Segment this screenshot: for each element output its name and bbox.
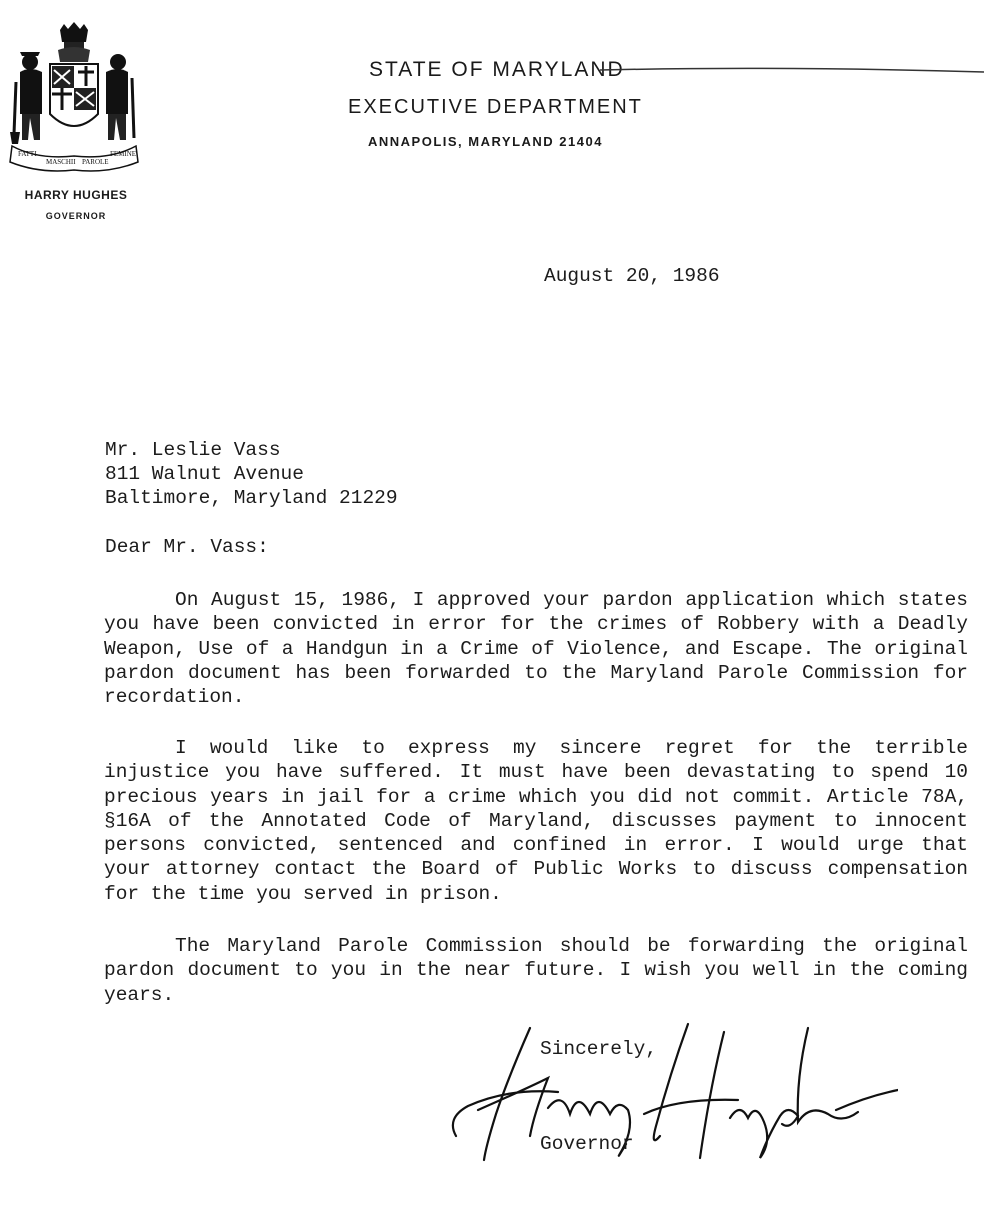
svg-text:PAROLE: PAROLE: [82, 158, 109, 166]
letterhead-department: EXECUTIVE DEPARTMENT: [348, 96, 643, 118]
closing: Sincerely,: [540, 1038, 658, 1060]
letterhead-rule: [600, 56, 984, 86]
letterhead-city: ANNAPOLIS, MARYLAND 21404: [368, 134, 603, 149]
governor-name: HARRY HUGHES: [24, 188, 128, 202]
body-paragraph-3: The Maryland Parole Commission should be forwarding the original pardon document to you in the near future. I wish you well in the coming years.: [104, 935, 968, 1006]
maryland-seal-icon: [8, 22, 140, 172]
svg-text:MASCHII: MASCHII: [46, 158, 76, 166]
recipient-name: Mr. Leslie Vass: [105, 439, 281, 461]
recipient-city: Baltimore, Maryland 21229: [105, 487, 398, 509]
body-paragraph-2: I would like to express my sincere regret for the terrible injustice you have suffered. It must have been devastating to spend 10 precious years in jail for a crime which you did not commit. Article 78A, §16A of the Annotated Code of Maryland, discusses payment to innocent persons convicted, sentenced and confined in error. I would urge that your attorney contact the Board of Public Works to discuss compensation for the time you served in prison.: [104, 737, 968, 905]
signer-title: Governor: [540, 1133, 634, 1155]
governor-title: GOVERNOR: [45, 211, 107, 221]
signature-icon: [438, 1018, 898, 1168]
letter-date: August 20, 1986: [544, 265, 720, 287]
svg-text:FATTI: FATTI: [18, 150, 37, 158]
recipient-street: 811 Walnut Avenue: [105, 463, 304, 485]
letterhead-state: STATE OF MARYLAND: [369, 58, 625, 81]
svg-text:FEMINE: FEMINE: [110, 150, 137, 158]
body-paragraph-1: On August 15, 1986, I approved your pardon application which states you have been convicted in error for the crimes of Robbery with a Deadly Weapon, Use of a Handgun in a Crime of Violence, and Escape. The original pardon document has been forwarded to the Maryland Parole Commission for recordation.: [104, 589, 968, 709]
salutation: Dear Mr. Vass:: [105, 536, 269, 558]
